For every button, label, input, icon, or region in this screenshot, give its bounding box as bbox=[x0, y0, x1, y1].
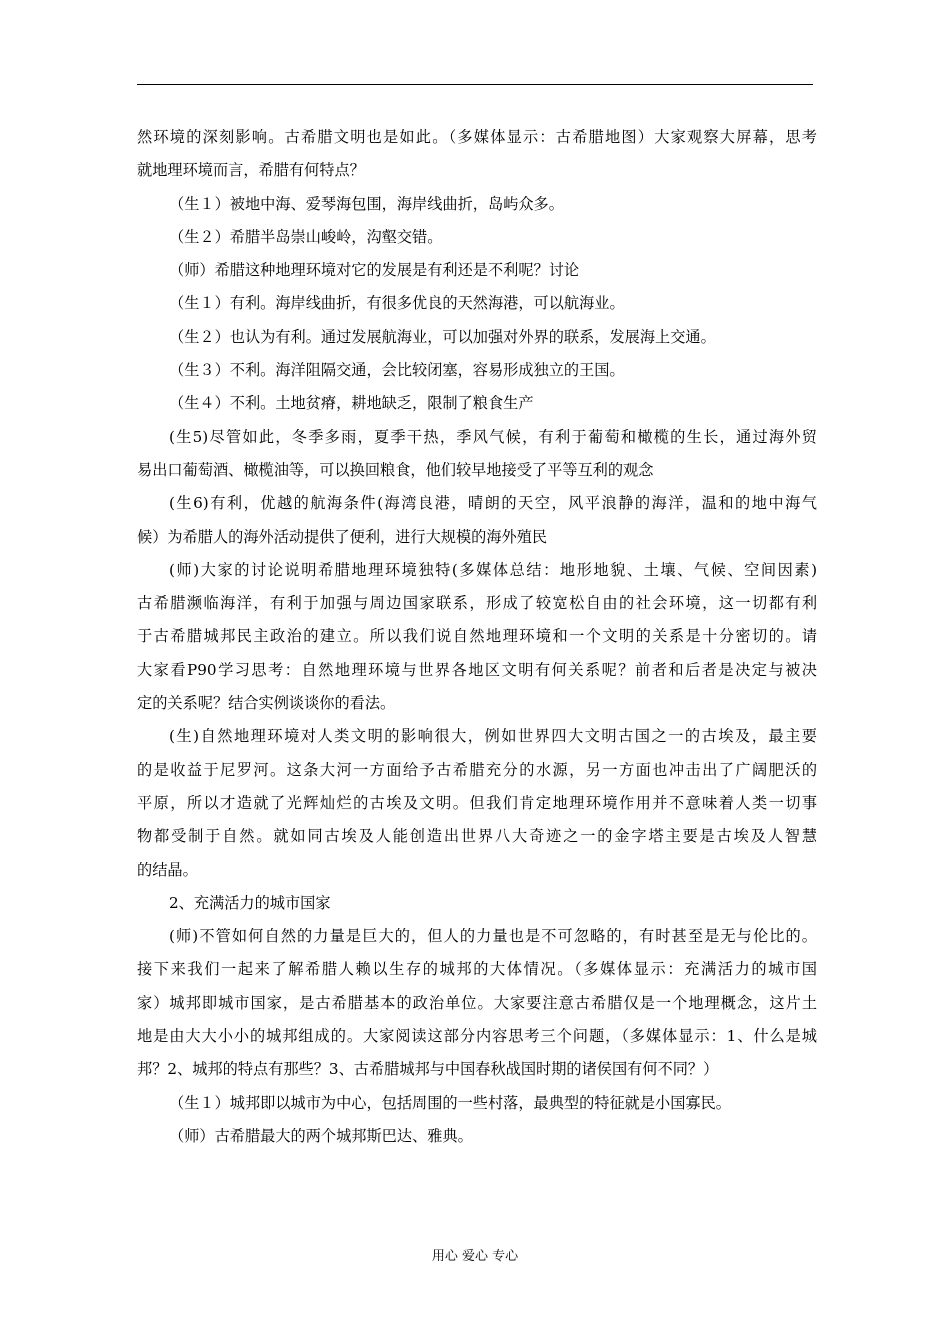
text-line: （生２）也认为有利。通过发展航海业，可以加强对外界的联系，发展海上交通。 bbox=[169, 327, 716, 346]
text-line: 候）为希腊人的海外活动提供了便利，进行大规模的海外殖民 bbox=[137, 527, 548, 546]
text-line: 就地理环境而言，希腊有何特点？ bbox=[137, 161, 365, 180]
text-line: 古希腊濒临海洋，有利于加强与周边国家联系，形成了较宽松自由的社会环境，这一切都有利 bbox=[137, 594, 817, 613]
text-line: (师)大家的讨论说明希腊地理环境独特(多媒体总结：地形地貌、土壤、气候、空间因素) bbox=[169, 560, 817, 579]
text-line: 的是收益于尼罗河。这条大河一方面给予古希腊充分的水源，另一方面也冲击出了广阔肥沃的 bbox=[137, 760, 817, 779]
text-line: 邦？2、城邦的特点有那些？3、古希腊城邦与中国春秋战国时期的诸侯国有何不同？） bbox=[137, 1060, 719, 1079]
text-line: (生5)尽管如此，冬季多雨，夏季干热，季风气候，有利于葡萄和橄榄的生长，通过海外贸 bbox=[169, 427, 817, 446]
text-line: 定的关系呢？结合实例谈谈你的看法。 bbox=[137, 694, 396, 713]
text-line: （师）希腊这种地理环境对它的发展是有利还是不利呢？讨论 bbox=[169, 261, 580, 280]
text-line: （生３）不利。海洋阻隔交通，会比较闭塞，容易形成独立的王国。 bbox=[169, 361, 625, 380]
text-line: 家）城邦即城市国家，是古希腊基本的政治单位。大家要注意古希腊仅是一个地理概念，这片土 bbox=[137, 993, 817, 1012]
text-line: （生１）有利。海岸线曲折，有很多优良的天然海港，可以航海业。 bbox=[169, 294, 625, 313]
document-body bbox=[137, 121, 817, 1153]
text-line: （师）古希腊最大的两个城邦斯巴达、雅典。 bbox=[169, 1126, 473, 1145]
text-line: (生6)有利，优越的航海条件(海湾良港，晴朗的天空，风平浪静的海洋，温和的地中海气 bbox=[169, 494, 817, 513]
page-footer: 用心 爱心 专心 bbox=[431, 1249, 519, 1264]
text-line: 大家看P90学习思考：自然地理环境与世界各地区文明有何关系呢？前者和后者是决定与被决 bbox=[137, 660, 817, 679]
text-line: 然环境的深刻影响。古希腊文明也是如此。（多媒体显示：古希腊地图）大家观察大屏幕，思考 bbox=[137, 128, 817, 146]
text-line: 接下来我们一起来了解希腊人赖以生存的城邦的大体情况。（多媒体显示：充满活力的城市国 bbox=[137, 960, 817, 979]
section-heading: 2、充满活力的城市国家 bbox=[169, 893, 331, 912]
text-line: （生４）不利。土地贫瘠，耕地缺乏，限制了粮食生产 bbox=[169, 394, 534, 413]
text-line: 于古希腊城邦民主政治的建立。所以我们说自然地理环境和一个文明的关系是十分密切的。请 bbox=[137, 627, 817, 646]
text-line: 地是由大大小小的城邦组成的。大家阅读这部分内容思考三个问题，（多媒体显示：1、什么是城 bbox=[137, 1027, 817, 1046]
text-line: (师)不管如何自然的力量是巨大的，但人的力量也是不可忽略的，有时甚至是无与伦比的。 bbox=[169, 927, 817, 946]
text-line: （生２）希腊半岛崇山峻岭，沟壑交错。 bbox=[169, 227, 443, 246]
text-line: （生１）城邦即以城市为中心，包括周围的一些村落，最典型的特征就是小国寡民。 bbox=[169, 1093, 731, 1112]
text-line: 物都受制于自然。就如同古埃及人能创造出世界八大奇迹之一的金字塔主要是古埃及人智慧 bbox=[137, 827, 817, 846]
text-line: （生１）被地中海、爱琴海包围，海岸线曲折，岛屿众多。 bbox=[169, 194, 564, 213]
text-line: 易出口葡萄酒、橄榄油等，可以换回粮食，他们较早地接受了平等互利的观念 bbox=[137, 460, 654, 479]
text-line: 平原，所以才造就了光辉灿烂的古埃及文明。但我们肯定地理环境作用并不意味着人类一切事 bbox=[137, 793, 817, 812]
text-line: (生)自然地理环境对人类文明的影响很大，例如世界四大文明古国之一的古埃及，最主要 bbox=[169, 727, 817, 746]
text-line: 的结晶。 bbox=[137, 860, 198, 879]
header-rule bbox=[137, 84, 813, 85]
